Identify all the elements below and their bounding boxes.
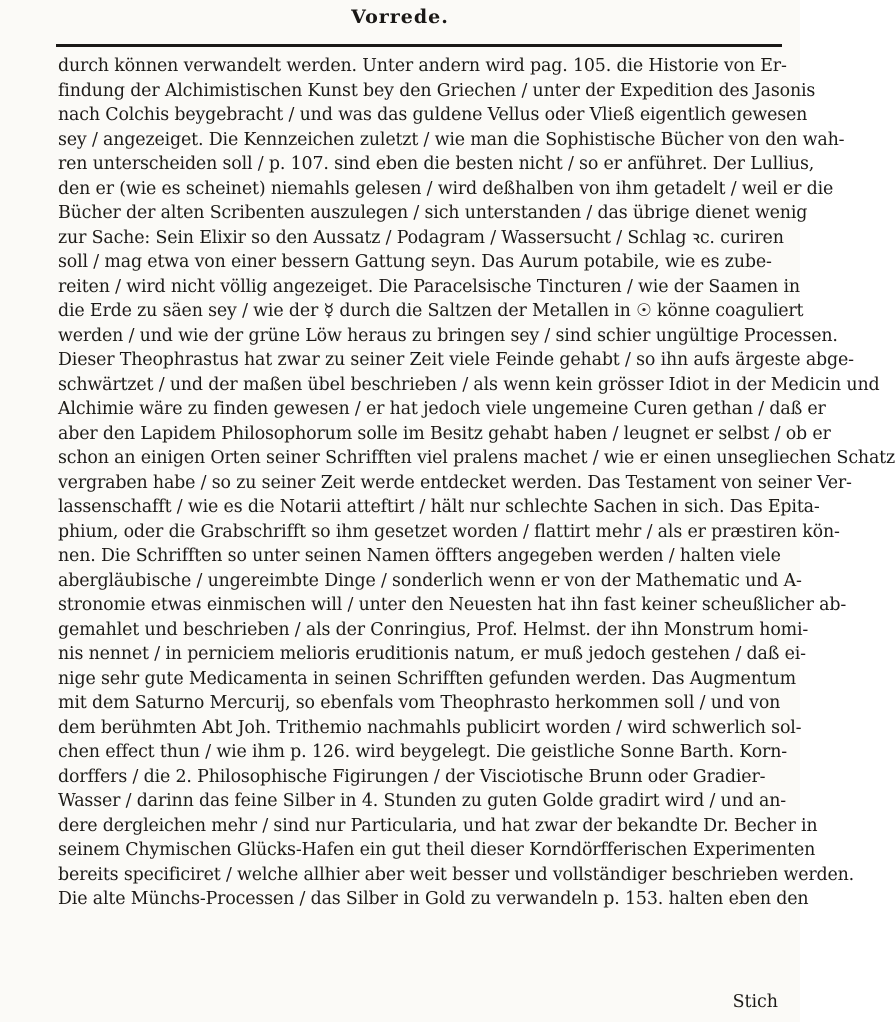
- body-text: [58, 54, 895, 985]
- text-line: werden / und wie der grüne Löw heraus zu bringen sey / sind schier ungültige Processen.: [58, 325, 838, 346]
- text-line: Alchimie wäre zu finden gewesen / er hat jedoch viele ungemeine Curen gethan / daß er: [58, 399, 826, 419]
- text-line: phium, oder die Grabschrifft so ihm gesetzet worden / flattirt mehr / als er præstiren kön-: [58, 521, 840, 542]
- text-line: [58, 936, 784, 961]
- text-line: dem berühmten Abt Joh. Trithemio nachmahls publicirt worden / wird schwerlich sol-: [58, 717, 802, 738]
- text-line: Bücher der alten Scribenten auszulegen / sich unterstanden / das übrige dienet wenig: [58, 203, 808, 223]
- text-line: die Erde zu säen sey / wie der ☿ durch die Saltzen der Metallen in ☉ könne coaguliert: [58, 301, 804, 321]
- text-line: nige sehr gute Medicamenta in seinen Schrifften gefunden werden. Das Augmentum: [58, 668, 796, 689]
- text-line: den er (wie es scheinet) niemahls gelesen / wird deßhalben von ihm getadelt / weil er die: [58, 178, 834, 199]
- catchword: Stich: [732, 992, 778, 1012]
- head-rule: [56, 44, 782, 47]
- text-line: nach Colchis beygebracht / und was das guldene Vellus oder Vließ eigentlich gewesen: [58, 105, 808, 125]
- text-line: aber den Lapidem Philosophorum solle im Besitz gehabt haben / leugnet er selbst / ob er: [58, 423, 831, 444]
- text-line: stronomie etwas einmischen will / unter den Neuesten hat ihn fast keiner scheußlicher ab-: [58, 595, 847, 615]
- text-line: mit dem Saturno Mercurij, so ebenfals vom Theophrasto herkommen soll / und von: [58, 693, 781, 713]
- text-line: lassenschafft / wie es die Notarii atteftirt / hält nur schlechte Sachen in sich. Das Epita-: [58, 497, 820, 517]
- text-line: Dieser Theophrastus hat zwar zu seiner Zeit viele Feinde gehabt / so ihn aufs ärgeste abge-: [58, 350, 854, 370]
- text-line: durch können verwandelt werden. Unter andern wird pag. 105. die Historie von Er-: [58, 56, 787, 76]
- running-head: Vorrede.: [351, 6, 449, 28]
- text-line: soll / mag etwa von einer bessern Gattung seyn. Das Aurum potabile, wie es zube-: [58, 252, 772, 272]
- text-line: findung der Alchimistischen Kunst bey den Griechen / unter der Expedition des Jasonis: [58, 80, 816, 101]
- text-line: zur Sache: Sein Elixir so den Aussatz / Podagram / Wassersucht / Schlag ꝛc. curiren: [58, 227, 784, 248]
- text-line: vergraben habe / so zu seiner Zeit werde entdecket werden. Das Testament von seiner Ver-: [58, 472, 852, 493]
- text-line: schwärtzet / und der maßen übel beschrieben / als wenn kein grösser Idiot in der Medicin und: [58, 374, 880, 395]
- text-line: bereits specificiret / welche allhier aber weit besser und vollständiger beschrieben werden.: [58, 864, 855, 885]
- text-line: schon an einigen Orten seiner Schrifften viel pralens machet / wie er einen unsegliechen Schatz: [58, 448, 895, 468]
- text-line: abergläubische / ungereimbte Dinge / sonderlich wenn er von der Mathematic und A-: [58, 570, 802, 591]
- text-line: gemahlet und beschrieben / als der Conringius, Prof. Helmst. der ihn Monstrum homi-: [58, 619, 809, 640]
- text-line: nis nennet / in perniciem melioris eruditionis natum, er muß jedoch gestehen / daß ei-: [58, 644, 806, 664]
- text-line: dorffers / die 2. Philosophische Figirungen / der Visciotische Brunn oder Gradier-: [58, 766, 766, 787]
- text-line: Die alte Münchs-Processen / das Silber in Gold zu verwandeln p. 153. halten eben den: [58, 889, 809, 909]
- text-line: chen effect thun / wie ihm p. 126. wird beygelegt. Die geistliche Sonne Barth. Korn-: [58, 742, 787, 762]
- text-line: [58, 912, 784, 937]
- text-line: sey / angezeiget. Die Kennzeichen zuletzt / wie man die Sophistische Bücher von den wah-: [58, 129, 845, 150]
- text-line: [58, 961, 784, 986]
- text-line: seinem Chymischen Glücks-Hafen ein gut theil dieser Korndörfferischen Experimenten: [58, 840, 816, 860]
- text-line: reiten / wird nicht völlig angezeiget. Die Paracelsische Tincturen / wie der Saamen in: [58, 276, 800, 297]
- text-line: Wasser / darinn das feine Silber in 4. Stunden zu guten Golde gradirt wird / und an-: [58, 791, 786, 811]
- text-line: nen. Die Schrifften so unter seinen Namen öffters angegeben werden / halten viele: [58, 546, 781, 566]
- text-line: dere dergleichen mehr / sind nur Particularia, und hat zwar der bekandte Dr. Becher in: [58, 815, 818, 836]
- text-line: ren unterscheiden soll / p. 107. sind eben die besten nicht / so er anführet. Der Lullius,: [58, 154, 815, 174]
